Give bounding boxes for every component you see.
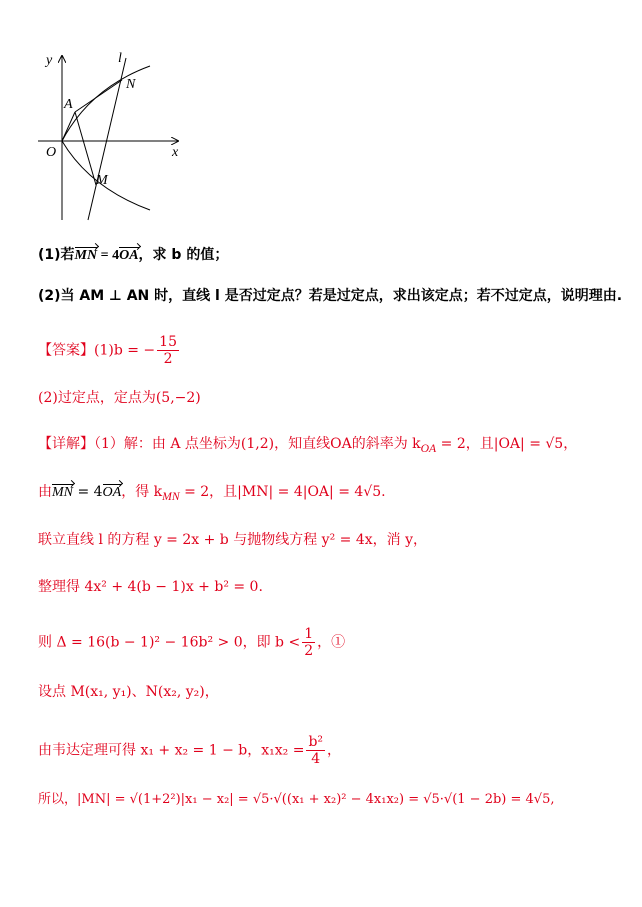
parabola-figure — [30, 48, 190, 230]
parabola-curve — [62, 66, 150, 210]
detail-line-1: 【详解】（1）解：由 A 点坐标为(1,2)，知直线OA的斜率为 $k_{OA} = 2$，且|OA| = √5， — [38, 436, 578, 455]
detail-line-7: 由韦达定理可得 x₁ + x₂ = 1 − b，x₁x₂ = $\frac{\text{b²}}{4}$ ， — [38, 734, 342, 767]
label-a: A — [64, 97, 73, 112]
label-n: N — [126, 77, 136, 92]
answer-1: 【答案】(1)b = − $\frac{15}{2}$ — [38, 334, 177, 367]
detail-line-6: 设点 M(x₁, y₁)、N(x₂, y₂)， — [38, 684, 219, 700]
segment-oa — [62, 112, 75, 141]
line-l — [88, 58, 126, 220]
detail-line-2: 由MN = 4OA，得 $k_{MN} = 2$，且|MN| = 4|OA| = 4√5. — [38, 484, 386, 503]
answer-2: (2)过定点，定点为(5,−2) — [38, 390, 201, 406]
label-y: y — [46, 53, 53, 68]
segment-am — [75, 112, 96, 185]
label-x: x — [172, 145, 179, 160]
label-l: l — [118, 51, 122, 66]
label-m: M — [96, 173, 108, 188]
question-1: (1)若MN = 4OA，求 b 的值； — [38, 245, 228, 266]
question-2: (2)当 AM ⊥ AN 时，直线 l 是否过定点？若是过定点，求出该定点；若不过定点，说明理由. — [38, 288, 623, 304]
detail-line-8: 所以，|MN| = √(1+2²)|x₁ − x₂| = √5·√((x₁ + x₂)² − 4x₁x₂) = √5·√(1 − 2b) = 4√5, — [38, 792, 555, 807]
detail-line-3: 联立直线 l 的方程 y = 2x + b 与抛物线方程 y² = 4x，消 y， — [38, 532, 427, 548]
detail-line-5: 则 Δ = 16(b − 1)² − 16b² > 0，即 b < $\frac{1}{2}$ ，① — [38, 626, 346, 659]
detail-line-4: 整理得 4x² + 4(b − 1)x + b² = 0. — [38, 579, 263, 595]
label-o: O — [46, 145, 57, 160]
